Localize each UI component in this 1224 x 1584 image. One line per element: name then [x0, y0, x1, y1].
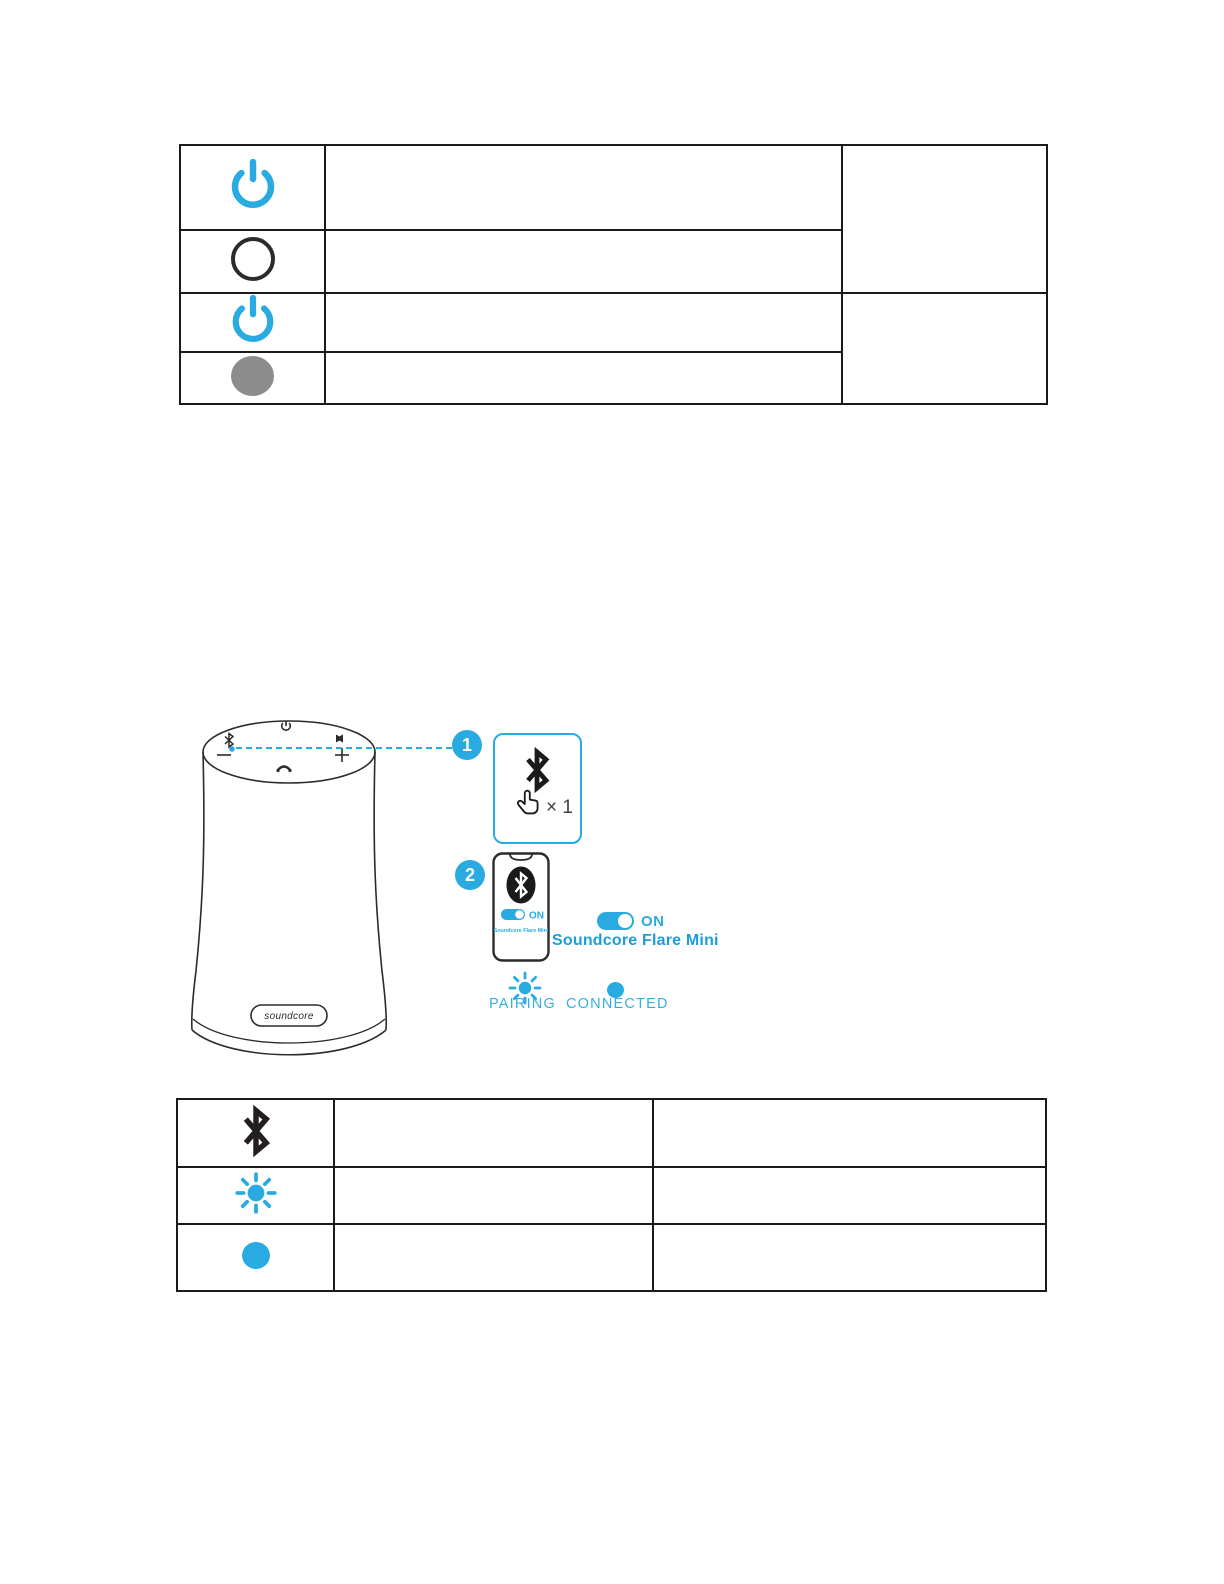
toggle-knob [618, 914, 632, 928]
step-1-number: 1 [461, 734, 472, 755]
tap-hand-icon [513, 787, 545, 823]
power-icon [229, 159, 277, 211]
phone-device-label: Soundcore Flare Mini [493, 928, 549, 934]
step-1-badge [452, 730, 482, 760]
bluetooth-led-dot [229, 746, 235, 752]
state-cell [334, 1099, 653, 1167]
action-cell [325, 145, 842, 230]
note-cell [842, 145, 1047, 293]
toggle-on-label: ON [641, 913, 665, 930]
connected-label: CONNECTED [566, 996, 669, 1012]
led-blinking-icon [227, 1168, 285, 1218]
table-row [177, 1099, 1046, 1167]
speaker-illustration [190, 703, 390, 1068]
controls-table [179, 144, 1048, 405]
note-cell [842, 293, 1047, 404]
led-solid-icon-cell [177, 1224, 334, 1291]
table-row [180, 293, 1047, 352]
state-cell [334, 1224, 653, 1291]
led-solid-icon [242, 1242, 270, 1269]
pairing-label: PAIRING [489, 996, 556, 1012]
state-cell [334, 1167, 653, 1224]
toggle-on [597, 912, 634, 930]
table-row [177, 1224, 1046, 1291]
action-cell [325, 293, 842, 352]
led-blinking-icon-cell [177, 1167, 334, 1224]
button-icon-cell [180, 230, 325, 293]
meaning-cell [653, 1224, 1046, 1291]
power-icon [230, 295, 276, 345]
led-states-table [176, 1098, 1047, 1292]
device-name-label: Soundcore Flare Mini [552, 932, 719, 949]
meaning-cell [653, 1167, 1046, 1224]
phone-toggle-label: ON [529, 910, 544, 922]
led-icon-cell [180, 352, 325, 404]
meaning-cell [653, 1099, 1046, 1167]
step-1-box [493, 733, 582, 844]
phone-illustration [491, 851, 551, 963]
action-cell [325, 352, 842, 404]
circle-filled-icon [231, 356, 274, 396]
tap-count-label: × 1 [546, 797, 573, 818]
table-row [180, 145, 1047, 230]
bluetooth-icon-cell [177, 1099, 334, 1167]
power-icon-cell [180, 293, 325, 352]
step-2-badge [455, 860, 485, 890]
power-icon-cell [180, 145, 325, 230]
callout-dashed-line [236, 747, 452, 749]
table-row [177, 1167, 1046, 1224]
circle-outline-icon [231, 237, 275, 281]
soundcore-logo-text: soundcore [264, 1011, 314, 1022]
bluetooth-icon [239, 1103, 273, 1159]
action-cell [325, 230, 842, 293]
step-2-number: 2 [464, 864, 475, 885]
